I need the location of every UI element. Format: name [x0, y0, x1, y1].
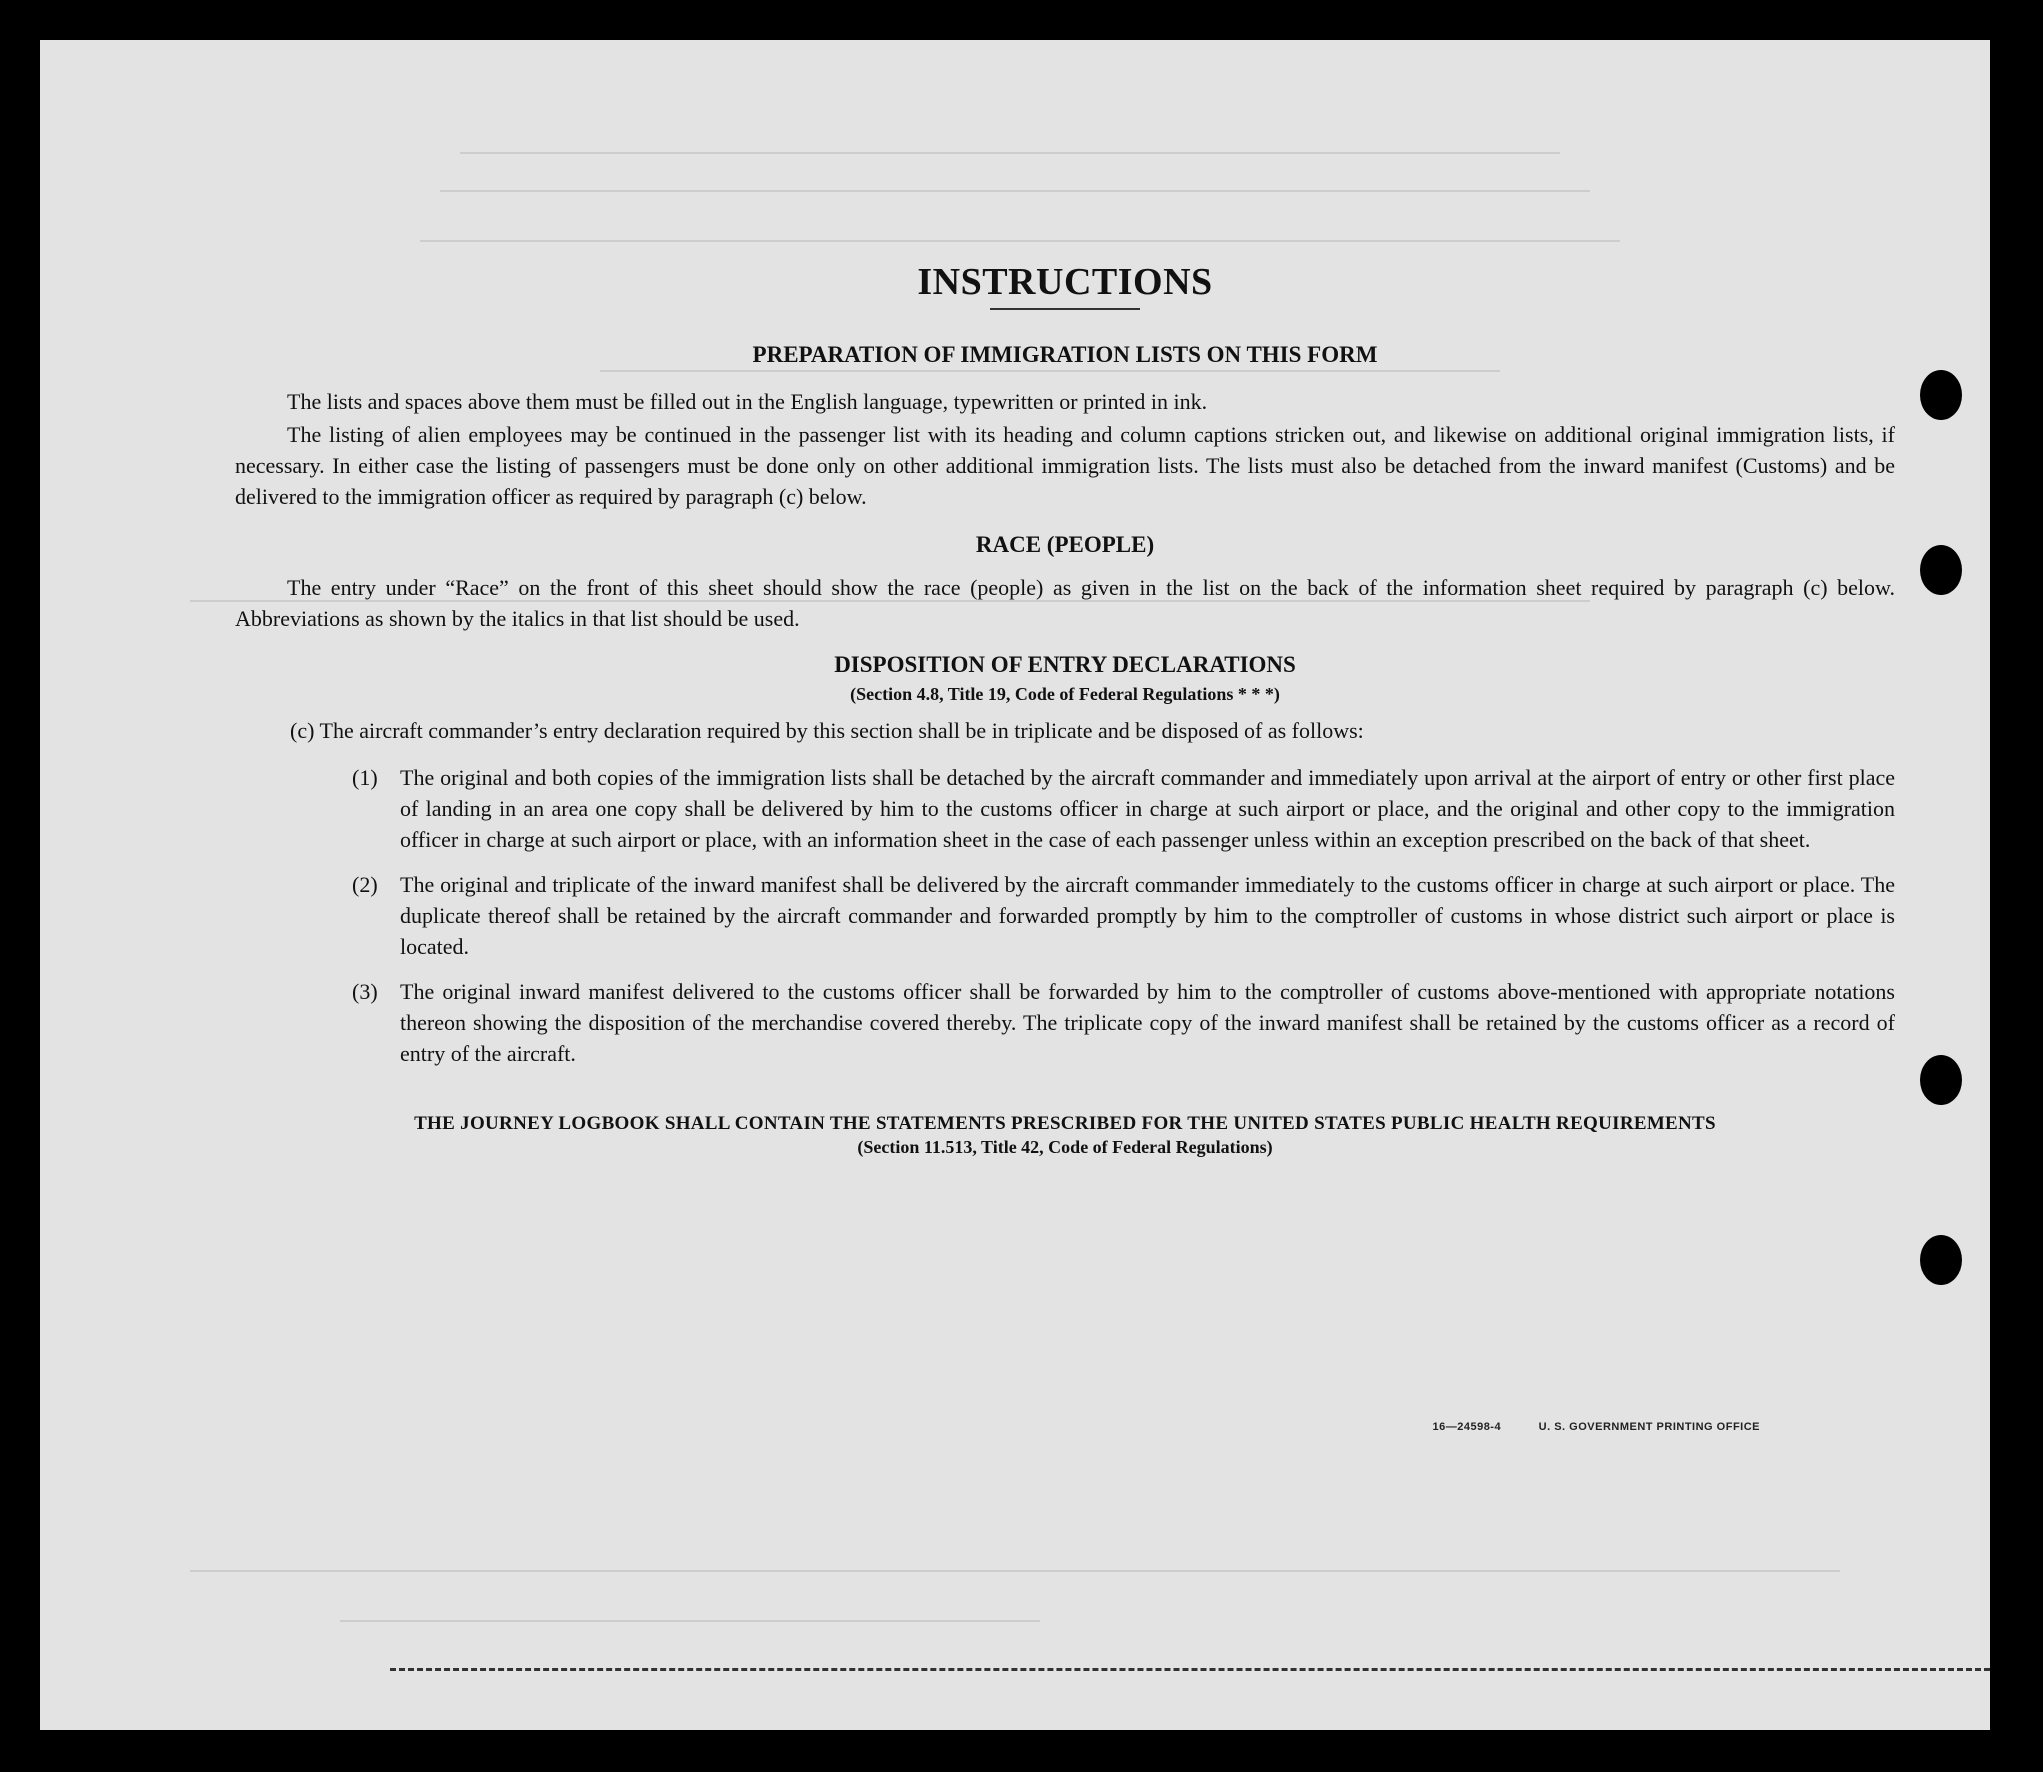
- paragraph-c-intro: (c) The aircraft commander’s entry declaration required by this section shall be in triplicate and be disposed of as follows:: [290, 718, 1364, 743]
- title-rule: [990, 308, 1140, 310]
- list-item: [235, 976, 1895, 1069]
- public-health-citation: (Section 11.513, Title 42, Code of Federal Regulations): [857, 1137, 1273, 1157]
- paragraph-language: The lists and spaces above them must be filled out in the English language, typewritten or printed in ink.: [287, 389, 1208, 414]
- printing-office-name: U. S. GOVERNMENT PRINTING OFFICE: [1538, 1421, 1760, 1433]
- punch-hole-2: [1920, 545, 1962, 595]
- instructions-content: [235, 260, 1895, 1158]
- section-heading-race: RACE (PEOPLE): [975, 532, 1155, 557]
- punch-hole-1: [1920, 370, 1962, 420]
- printing-office-code: [1432, 1421, 1760, 1433]
- punch-hole-4: [1920, 1235, 1962, 1285]
- public-health-statement: THE JOURNEY LOGBOOK SHALL CONTAIN THE STATEMENTS PRESCRIBED FOR THE UNITED STATES PUBLIC HEALTH REQUIREMENTS: [414, 1113, 1716, 1134]
- perforation-line: [390, 1668, 1990, 1671]
- list-item: [235, 869, 1895, 962]
- section-citation: (Section 4.8, Title 19, Code of Federal Regulations * * *): [850, 684, 1280, 704]
- page-title: INSTRUCTIONS: [917, 261, 1213, 303]
- paragraph-alien-employees: The listing of alien employees may be continued in the passenger list with its heading and column captions stricken out, and likewise on additional original immigration lists, if necessary. In either case the listing of passengers must be done only on other additional immigration lists. The lists must also be detached from the inward manifest (Customs) and be delivered to the immigration officer as required by paragraph (c) below.: [235, 422, 1895, 509]
- list-item-number: (2): [352, 872, 378, 897]
- list-item-number: (3): [352, 979, 378, 1004]
- punch-hole-3: [1920, 1055, 1962, 1105]
- form-print-number: 16—24598-4: [1432, 1421, 1502, 1433]
- list-item-number: (1): [352, 765, 378, 790]
- paragraph-race: The entry under “Race” on the front of this sheet should show the race (people) as given in the list on the back of the information sheet required by paragraph (c) below. Abbreviations as shown by the italics in that list should be used.: [235, 575, 1895, 631]
- section-heading-preparation: PREPARATION OF IMMIGRATION LISTS ON THIS FORM: [752, 342, 1378, 367]
- section-heading-disposition: DISPOSITION OF ENTRY DECLARATIONS: [834, 652, 1296, 677]
- list-item: [235, 762, 1895, 855]
- scanned-page: [40, 40, 1990, 1730]
- list-item-text: The original inward manifest delivered to the customs officer shall be forwarded by him to the comptroller of customs above-mentioned with appropriate notations thereon showing the disposition of the merchandise covered thereby. The triplicate copy of the inward manifest shall be retained by the customs officer as a record of entry of the aircraft.: [400, 979, 1895, 1066]
- list-item-text: The original and both copies of the immigration lists shall be detached by the aircraft commander and immediately upon arrival at the airport of entry or other first place of landing in an area one copy shall be delivered by him to the customs officer in charge at such airport or place, and the original and other copy to the immigration officer in charge at such airport or place, with an information sheet in the case of each passenger unless within an exception prescribed on the back of that sheet.: [400, 765, 1895, 852]
- list-item-text: The original and triplicate of the inward manifest shall be delivered by the aircraft commander immediately to the customs officer in charge at such airport or place. The duplicate thereof shall be retained by the aircraft commander and forwarded promptly by him to the comptroller of customs in whose district such airport or place is located.: [400, 872, 1895, 959]
